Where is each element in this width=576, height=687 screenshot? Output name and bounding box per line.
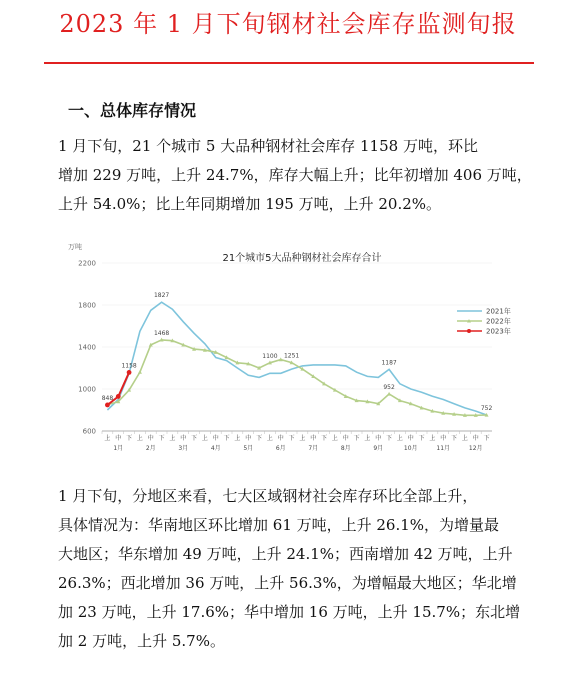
- x-period-label: 上: [331, 435, 338, 442]
- paragraph-2-line-4: 26.3%；西北增加 36 万吨，上升 56.3%，为增幅最大地区；华北增: [58, 574, 517, 592]
- y-tick-label: 1000: [78, 385, 96, 394]
- x-period-label: 上: [299, 435, 306, 442]
- x-month-label: 10月: [403, 445, 418, 452]
- series-point-2023年: [105, 403, 110, 408]
- x-period-label: 下: [126, 435, 133, 442]
- y-axis: [78, 260, 492, 436]
- legend-label: 2022年: [486, 317, 511, 326]
- chart-title: 21个城市5大品种钢材社会库存合计: [222, 253, 382, 264]
- x-period-label: 上: [461, 435, 468, 442]
- x-month-label: 5月: [243, 445, 254, 452]
- x-period-label: 下: [158, 435, 165, 442]
- title-divider: [44, 62, 534, 64]
- x-period-label: 中: [277, 435, 284, 442]
- x-month-label: 9月: [373, 445, 384, 452]
- x-period-label: 上: [169, 435, 176, 442]
- data-label: 1158: [121, 362, 137, 370]
- x-period-label: 下: [386, 435, 393, 442]
- x-period-label: 下: [223, 435, 230, 442]
- data-label: 752: [480, 405, 493, 413]
- paragraph-2-line-1: 1 月下旬，分地区来看，七大区域钢材社会库存环比全部上升，: [58, 487, 478, 505]
- x-period-label: 中: [407, 435, 414, 442]
- data-label: 848: [101, 394, 114, 402]
- data-label: 1827: [153, 292, 170, 300]
- x-month-label: 11月: [436, 445, 451, 452]
- x-period-label: 下: [451, 435, 458, 442]
- x-period-label: 下: [321, 435, 328, 442]
- x-period-label: 下: [353, 435, 360, 442]
- series-line-2022年: [107, 340, 486, 415]
- inventory-chart-svg: [52, 238, 552, 463]
- x-period-label: 中: [180, 435, 187, 442]
- x-period-label: 下: [418, 435, 425, 442]
- paragraph-1-line-2: 增加 229 万吨，上升 24.7%，库存大幅上升；比年初增加 406 万吨，: [58, 166, 532, 184]
- x-period-label: 中: [212, 435, 219, 442]
- x-period-label: 上: [429, 435, 436, 442]
- x-month-label: 6月: [275, 445, 286, 452]
- y-tick-label: 600: [82, 427, 96, 436]
- data-label: 952: [383, 384, 395, 392]
- x-period-label: 下: [288, 435, 295, 442]
- data-label: 1468: [153, 329, 170, 337]
- legend-label: 2021年: [486, 307, 511, 316]
- series-lines: [102, 292, 493, 417]
- paragraph-2-line-3: 大地区；华东增加 49 万吨，上升 24.1%；西南增加 42 万吨，上升: [58, 545, 513, 563]
- data-label: 1251: [283, 352, 300, 360]
- x-period-label: 下: [483, 435, 490, 442]
- series-point-2023年: [127, 370, 132, 375]
- x-month-label: 12月: [468, 445, 483, 452]
- y-tick-label: 1400: [78, 343, 96, 352]
- x-period-label: 中: [310, 435, 317, 442]
- x-period-label: 上: [136, 435, 143, 442]
- x-month-label: 1月: [113, 445, 124, 452]
- paragraph-2-line-2: 具体情况为：华南地区环比增加 61 万吨，上升 26.1%，为增量最: [58, 516, 500, 534]
- x-period-label: 下: [256, 435, 263, 442]
- x-month-label: 8月: [340, 445, 351, 452]
- unit-label: 万吨: [68, 243, 82, 251]
- x-period-label: 上: [364, 435, 371, 442]
- x-month-label: 7月: [308, 445, 319, 452]
- y-tick-label: 1800: [78, 301, 96, 310]
- paragraph-1-line-1: 1 月下旬，21 个城市 5 大品种钢材社会库存 1158 万吨，环比: [58, 137, 478, 155]
- y-tick-label: 2200: [78, 259, 96, 268]
- legend: [457, 307, 511, 336]
- x-period-label: 中: [472, 435, 479, 442]
- x-period-label: 下: [191, 435, 198, 442]
- x-period-label: 上: [234, 435, 241, 442]
- data-label: 1100: [262, 352, 278, 360]
- x-period-label: 中: [440, 435, 447, 442]
- x-month-label: 2月: [145, 445, 156, 452]
- legend-marker: [467, 329, 471, 333]
- x-axis: [102, 431, 492, 452]
- report-title: 2023 年 1 月下旬钢材社会库存监测旬报: [59, 10, 517, 38]
- paragraph-1-line-3: 上升 54.0%；比上年同期增加 195 万吨，上升 20.2%。: [58, 195, 442, 213]
- x-period-label: 中: [115, 435, 122, 442]
- x-period-label: 中: [147, 435, 154, 442]
- paragraph-2-line-6: 加 2 万吨，上升 5.7%。: [58, 632, 225, 650]
- x-period-label: 上: [266, 435, 273, 442]
- x-period-label: 中: [342, 435, 349, 442]
- x-period-label: 上: [396, 435, 403, 442]
- x-period-label: 上: [104, 435, 111, 442]
- paragraph-2-line-5: 加 23 万吨，上升 17.6%；华中增加 16 万吨，上升 15.7%；东北增: [58, 603, 521, 621]
- inventory-chart: [52, 238, 552, 463]
- x-period-label: 中: [245, 435, 252, 442]
- series-point-2022年: [387, 392, 391, 396]
- data-label: 1187: [381, 359, 397, 367]
- x-month-label: 4月: [210, 445, 221, 452]
- x-period-label: 上: [201, 435, 208, 442]
- x-period-label: 中: [375, 435, 382, 442]
- section-heading: 一、总体库存情况: [68, 101, 197, 120]
- legend-label: 2023年: [486, 327, 511, 336]
- x-month-label: 3月: [178, 445, 189, 452]
- series-point-2023年: [116, 394, 121, 399]
